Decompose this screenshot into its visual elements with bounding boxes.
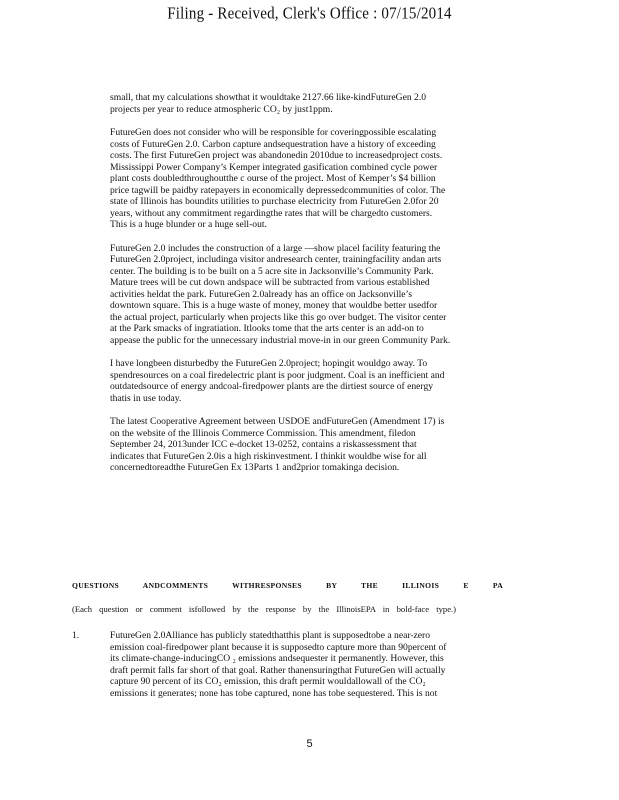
questions-note: (Each question or comment isfollowed by the response by the IllinoisEPA in bold-face type.) — [72, 604, 457, 614]
filing-header: Filing - Received, Clerk's Office : 07/15/2014 — [167, 4, 452, 24]
paragraph-costs: FutureGen does not consider who will be responsible for coveringpossible escalating costs of FutureGen 2.0. Carbon capture andsequestration have a history of exceeding costs. The first FutureGen project was abandonedin 2010due to increasedproject costs. Mississippi Power Company’s Kemper integrated gasification combined cycle power plant costs doubledthroughoutthe c ourse of the project. Most of Kemper’s $4 billion price tagwill be paidby ratepayers in economically depressedcommunities of color. The state of Illinois has boundits utilities to purchase electricity from FutureGen 2.0for 20 years, without any commitment regardingthe rates that will be chargedto customers. This is a huge blunder or a huge sell-out. — [110, 127, 446, 230]
paragraph-facility: FutureGen 2.0 includes the construction of a large —show placel facility featuring the FutureGen 2.0project, includinga visitor andresearch center, trainingfacility andan arts center. The building is to be built on a 5 acre site in Jacksonville’s Community Park. Mature trees will be cut down andspace will be subtracted from various established activities heldat the park. FutureGen 2.0already has an office on Jacksonville’s downtown square. This is a huge waste of money, money that wouldbe better usedfor the actual project, particularly when projects like this go over budget. The visitor center at the Park smacks of ingratiation. Itlooks tome that the arts center is an add-on to appease the public for the unnecessary industrial move-in in our green Community Park. — [110, 242, 451, 346]
question-number: 1. — [72, 630, 80, 641]
paragraph-coal: I have longbeen disturbedby the FutureGen 2.0project; hopingit wouldgo away. To spendresources on a coal firedelectric plant is poor judgment. Coal is an inefficient and outdatedsource of energy andcoal-firedpower plants are the dirtiest source of energy thatis in use today. — [110, 358, 445, 404]
paragraph-calculations: small, that my calculations showthat it wouldtake 2127.66 like-kindFutureGen 2.0 projects per year to reduce atmospheric CO₂ by just1ppm. — [110, 92, 427, 115]
question-text: FutureGen 2.0Alliance has publicly statedthatthis plant is supposedtobe a near-zero emission coal-firedpower plant because it is supposedto capture more than 90percent of its climate-change-inducingCO ₂ emissions andsequester it permanently. However, this draft permit falls far short of that goal. Rather thanensuringthat FutureGen will actually capture 90 percent of its CO₂ emission, this draft permit wouldallowall of the CO₂ emissions it generates; none has tobe captured, none has tobe sequestered. This is not — [110, 630, 447, 699]
page-number: 5 — [306, 738, 313, 750]
questions-heading: QUESTIONS ANDCOMMENTS WITHRESPONSES BY THE ILLINOIS E PA — [72, 581, 504, 590]
document-body — [110, 92, 530, 486]
paragraph-agreement: The latest Cooperative Agreement between USDOE andFutureGen (Amendment 17) is on the website of the Illinois Commerce Commission. This amendment, filedon September 24, 2013under ICC e-docket 13-0252, contains a riskassessment that indicates that FutureGen 2.0is a high riskinvestment. I thinkit wouldbe wise for all concernedtoreadthe FutureGen Ex 13Parts 1 and2prior tomakinga decision. — [110, 416, 445, 473]
